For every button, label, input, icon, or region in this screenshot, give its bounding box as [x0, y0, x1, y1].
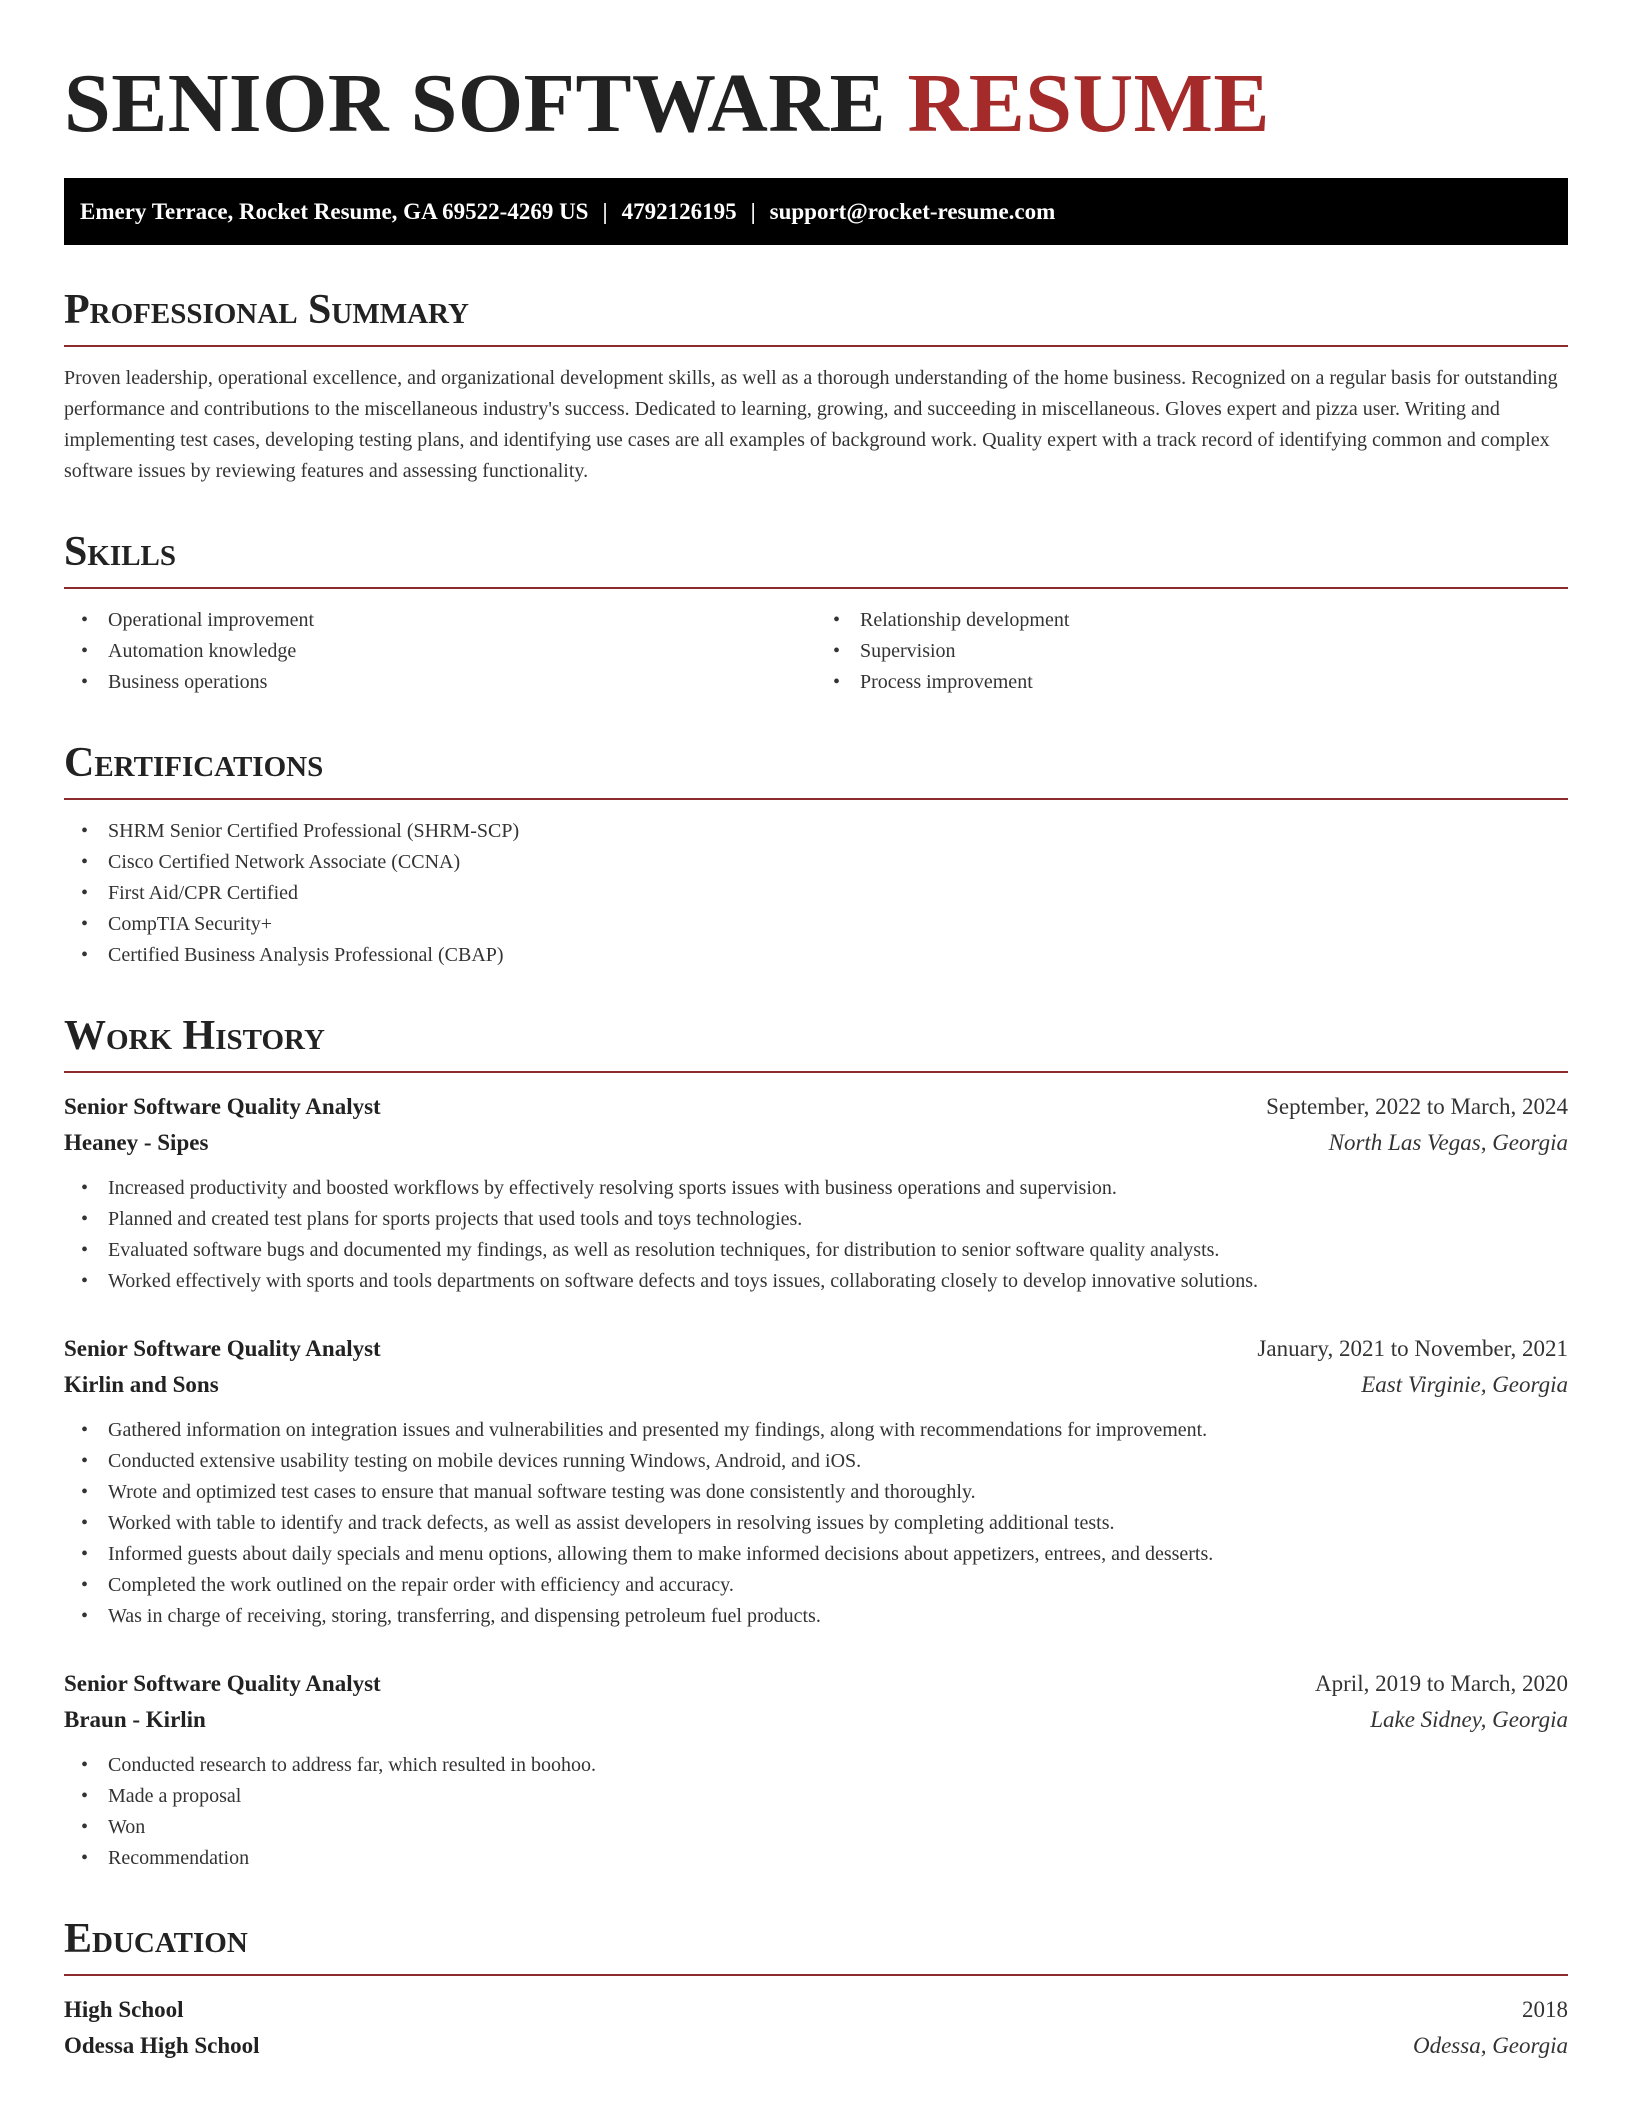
job-company-row — [64, 1702, 1568, 1738]
skills-list-right — [816, 605, 1568, 698]
job-bullets — [64, 1173, 1568, 1297]
job-location: East Virginie, Georgia — [1361, 1372, 1568, 1397]
summary-text: Proven leadership, operational excellence, and organizational development skills, as well as a thorough understanding of the home business. Recognized on a regular basis for outstanding performance and contributions to the miscellaneous industry's success. Dedicated to learning, growing, and succeeding in miscellaneous. Gloves expert and pizza user. Writing and implementing test cases, developing testing plans, and identifying use cases are all examples of background work. Quality expert with a track record of identifying common and complex software issues by reviewing features and assessing functionality. — [64, 367, 1558, 482]
job-header-row — [64, 1331, 1568, 1367]
certification-item: • Certified Business Analysis Professional (CBAP) — [64, 940, 1568, 971]
job-company-row — [64, 1367, 1568, 1403]
job-company: Kirlin and Sons — [64, 1372, 219, 1397]
section-heading-certifications: Certifications — [64, 738, 1568, 800]
job-bullet: • Conducted research to address far, which resulted in boohoo. — [64, 1750, 1568, 1781]
job-header-row — [64, 1089, 1568, 1125]
contact-bar — [64, 178, 1568, 245]
job-dates: April, 2019 to March, 2020 — [1315, 1671, 1568, 1696]
job-dates: January, 2021 to November, 2021 — [1257, 1336, 1568, 1361]
job-location: North Las Vegas, Georgia — [1328, 1130, 1568, 1155]
job-company: Heaney - Sipes — [64, 1130, 209, 1155]
job-bullet: • Won — [64, 1812, 1568, 1843]
job-bullet: • Made a proposal — [64, 1781, 1568, 1812]
resume-title — [64, 56, 1568, 152]
contact-address: Emery Terrace, Rocket Resume, GA 69522-4269 US — [80, 198, 589, 224]
section-heading-skills: Skills — [64, 527, 1568, 589]
certification-item: • Cisco Certified Network Associate (CCNA) — [64, 847, 1568, 878]
contact-email: support@rocket-resume.com — [769, 198, 1056, 224]
contact-separator: | — [602, 198, 608, 224]
skill-item: • Automation knowledge — [64, 636, 816, 667]
section-heading-work-history: Work History — [64, 1011, 1568, 1073]
certifications-list — [64, 816, 1568, 971]
title-main: SENIOR SOFTWARE — [64, 57, 887, 150]
job-company: Braun - Kirlin — [64, 1707, 206, 1732]
skill-item: • Relationship development — [816, 605, 1568, 636]
education-year: 2018 — [1522, 1997, 1568, 2022]
contact-separator: | — [750, 198, 756, 224]
job-bullet: • Conducted extensive usability testing on mobile devices running Windows, Android, and iOS. — [64, 1446, 1568, 1477]
education-degree-row — [64, 1992, 1568, 2028]
job-bullet: • Planned and created test plans for sports projects that used tools and toys technologies. — [64, 1204, 1568, 1235]
work-history-section — [64, 1011, 1568, 1874]
certification-item: • CompTIA Security+ — [64, 909, 1568, 940]
job-dates: September, 2022 to March, 2024 — [1266, 1094, 1568, 1119]
certification-item: • SHRM Senior Certified Professional (SHRM-SCP) — [64, 816, 1568, 847]
job-title: Senior Software Quality Analyst — [64, 1336, 381, 1361]
skills-list-left — [64, 605, 816, 698]
education-section — [64, 1914, 1568, 2064]
education-location: Odessa, Georgia — [1412, 2033, 1568, 2058]
skill-item: • Business operations — [64, 667, 816, 698]
certifications-section — [64, 738, 1568, 971]
education-degree: High School — [64, 1997, 184, 2022]
job-bullet: • Informed guests about daily specials and menu options, allowing them to make informed decisions about appetizers, entrees, and desserts. — [64, 1539, 1568, 1570]
job-bullet: • Completed the work outlined on the repair order with efficiency and accuracy. — [64, 1570, 1568, 1601]
job-header-row — [64, 1666, 1568, 1702]
job-bullet: • Recommendation — [64, 1843, 1568, 1874]
job-bullets — [64, 1750, 1568, 1874]
job-title: Senior Software Quality Analyst — [64, 1094, 381, 1119]
job-bullets — [64, 1415, 1568, 1632]
job-entry — [64, 1331, 1568, 1632]
skill-item: • Supervision — [816, 636, 1568, 667]
contact-phone: 4792126195 — [621, 198, 737, 224]
job-bullet: • Worked with table to identify and track defects, as well as assist developers in resolving issues by completing additional tests. — [64, 1508, 1568, 1539]
job-bullet: • Wrote and optimized test cases to ensure that manual software testing was done consistently and thoroughly. — [64, 1477, 1568, 1508]
summary-section — [64, 285, 1568, 487]
skills-section — [64, 527, 1568, 698]
title-accent: RESUME — [907, 57, 1270, 150]
job-location: Lake Sidney, Georgia — [1370, 1707, 1568, 1732]
skill-item: • Operational improvement — [64, 605, 816, 636]
job-bullet: • Gathered information on integration issues and vulnerabilities and presented my findings, along with recommendations for improvement. — [64, 1415, 1568, 1446]
certification-item: • First Aid/CPR Certified — [64, 878, 1568, 909]
job-bullet: • Increased productivity and boosted workflows by effectively resolving sports issues with business operations and supervision. — [64, 1173, 1568, 1204]
job-bullet: • Evaluated software bugs and documented my findings, as well as resolution techniques, for distribution to senior software quality analysts. — [64, 1235, 1568, 1266]
education-school: Odessa High School — [64, 2033, 260, 2058]
education-school-row — [64, 2028, 1568, 2064]
section-heading-education: Education — [64, 1914, 1568, 1976]
section-heading-summary: Professional Summary — [64, 285, 1568, 347]
skills-grid — [64, 589, 1568, 698]
job-title: Senior Software Quality Analyst — [64, 1671, 381, 1696]
education-entry — [64, 1992, 1568, 2064]
job-bullet: • Worked effectively with sports and tools departments on software defects and toys issues, collaborating closely to develop innovative solutions. — [64, 1266, 1568, 1297]
skill-item: • Process improvement — [816, 667, 1568, 698]
job-company-row — [64, 1125, 1568, 1161]
job-bullet: • Was in charge of receiving, storing, transferring, and dispensing petroleum fuel products. — [64, 1601, 1568, 1632]
job-entry — [64, 1089, 1568, 1297]
job-entry — [64, 1666, 1568, 1874]
